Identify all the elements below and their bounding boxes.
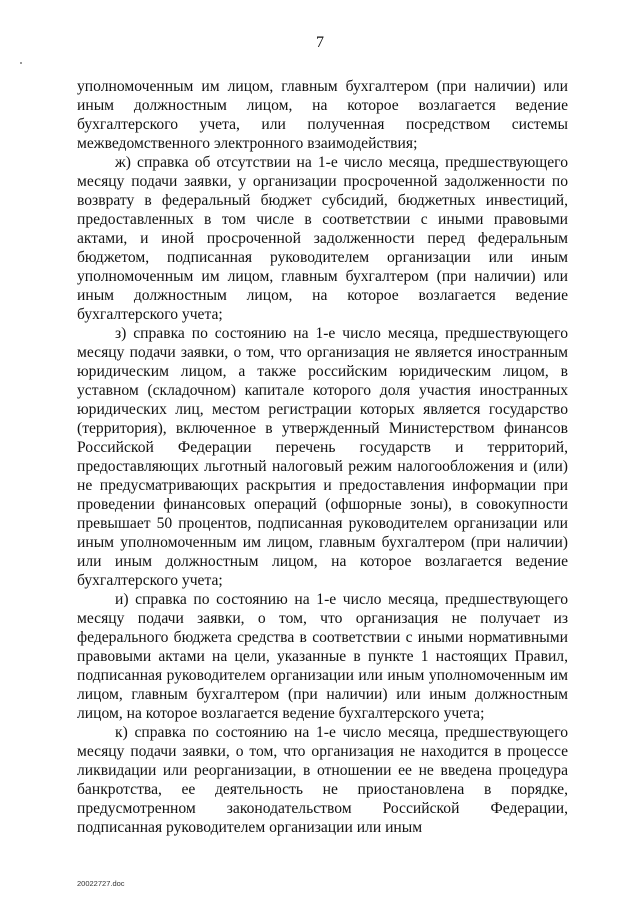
stray-dot [20,62,22,64]
footer-file-label: 20022727.doc [77,879,125,888]
paragraph-i: и) справка по состоянию на 1-е число месяца, предшествующего месяцу подачи заявки, о том, что организация не получает из федерального бюджета средства в соответствии с иными нормативными правовыми актами на цели, указанные в пункте 1 настоящих Правил, подписанная руководителем организации или иным уполномоченным им лицом, главным бухгалтером (при наличии) или иным должностным лицом, на которое возлагается ведение бухгалтерского учета; [77,591,568,722]
paragraph-z: з) справка по состоянию на 1-е число месяца, предшествующего месяцу подачи заявки, о том, что организация не является иностранным юридическим лицом, а также российским юридическим лицом, в уставном (складочном) капитале которого доля участия иностранных юридических лиц, местом регистрации которых является государство (территория), включенное в утвержденный Министерством финансов Российской Федерации перечень государств и территорий, предоставляющих льготный налоговый режим налогообложения и (или) не предусматривающих раскрытия и предоставления информации при проведении финансовых операций (офшорные зоны), в совокупности превышает 50 процентов, подписанная руководителем организации или иным уполномоченным им лицом, главным бухгалтером (при наличии) или иным должностным лицом, на которое возлагается ведение бухгалтерского учета; [77,325,568,589]
paragraph-k: к) справка по состоянию на 1-е число месяца, предшествующего месяцу подачи заявки, о том, что организация не находится в процессе ликвидации или реорганизации, в отношении ее не введена процедура банкротства, ее деятельность не приостановлена в порядке, предусмотренном законодательством Российской Федерации, подписанная руководителем организации или иным [77,724,568,836]
paragraph-continuation: уполномоченным им лицом, главным бухгалтером (при наличии) или иным должностным лицом, на которое возлагается ведение бухгалтерского учета, или полученная посредством системы межведомственного электронного взаимодействия; [77,78,568,152]
page-number: 7 [316,34,324,51]
paragraph-zh: ж) справка об отсутствии на 1-е число месяца, предшествующего месяцу подачи заявки, у организации просроченной задолженности по возврату в федеральный бюджет субсидий, бюджетных инвестиций, предоставленных в том числе в соответствии с иными правовыми актами, и иной просроченной задолженности перед федеральным бюджетом, подписанная руководителем организации или иным уполномоченным им лицом, главным бухгалтером (при наличии) или иным должностным лицом, на которое возлагается ведение бухгалтерского учета; [77,154,568,323]
document-body [77,77,568,837]
